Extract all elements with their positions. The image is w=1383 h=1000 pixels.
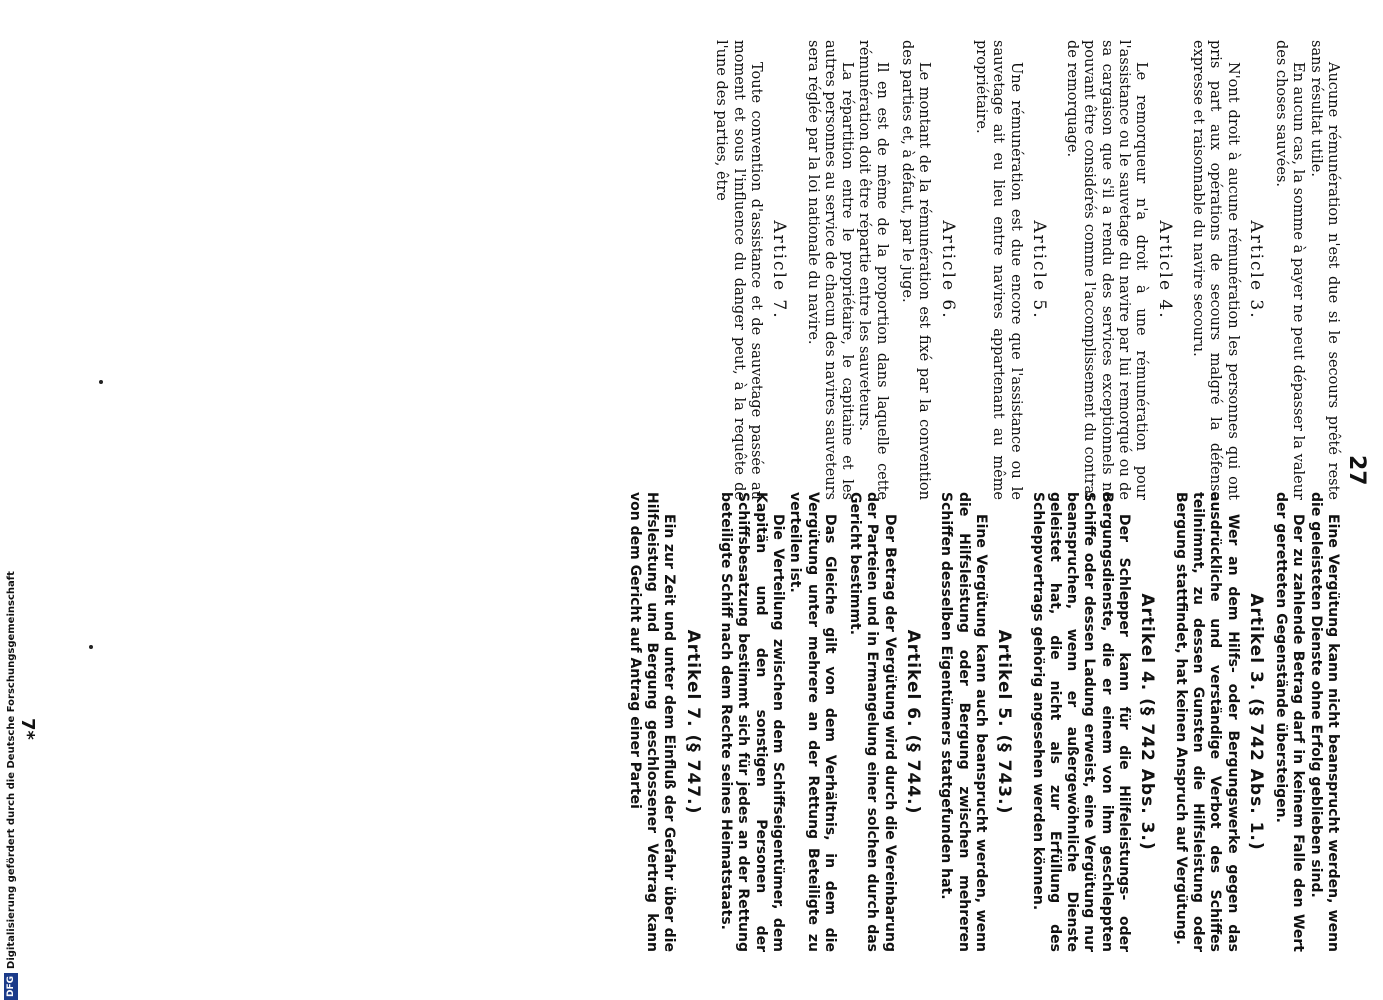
page-number: 27 (1344, 455, 1369, 486)
footer-text: Digitalisierung gefördert durch die Deutsche Forschungsgemeinschaft (5, 571, 17, 969)
paragraph: Wer an dem Hilfs- oder Bergungswerke gegen das ausdrückliche und verständige Verbot des Schiffes teilnimmt, zu dessen Gunsten die Hilfsleistung oder Bergung stattfindet, hat keinen Anspruch auf Vergütung. (1172, 492, 1241, 952)
article-heading: Artikel 5. (§ 743.) (994, 629, 1015, 815)
paragraph: Die Verteilung zwischen dem Schiffseigentümer, dem Kapitän und den sonstigen Personen der Schiffsbesatzung bestimmt sich für jedes an der Rettung beteiligte Schiff nach dem Rechte seines Heimatstaats. (718, 492, 786, 952)
paragraph: Der Schlepper kann für die Hilfeleistungs- oder Bergungsdienste, die er einem von ihm geschleppten Schiffe oder dessen Ladung erweist, eine Vergütung nur beanspruchen, wenn er außergewöhnliche Dienste geleistet hat, die nicht als zur Erfüllung des Schleppvertrags gehörig angesehen werden können. (1029, 492, 1133, 952)
signature-mark: 7* (17, 718, 38, 740)
paragraph: Le remorqueur n'a droit à une rémunération pour l'assistance ou le sauvetage du navire par lui remorqué ou de sa cargaison que s'il a rendu des services exceptionnels ne pouvant être considérés comme l'accomplissement du contrat de remorquage. (1064, 40, 1150, 500)
scan-speck (99, 380, 103, 384)
dfg-logo-icon: DFG (4, 973, 18, 1000)
article-heading: Artikel 4. (§ 742 Abs. 3.) (1137, 593, 1158, 851)
paragraph: En aucun cas, la somme à payer ne peut dépasser la valeur des choses sauvées. (1273, 40, 1307, 500)
article-heading: Article 7. (769, 220, 790, 320)
article-heading: Article 3. (1245, 220, 1266, 320)
paragraph: Der zu zahlende Betrag darf in keinem Falle den Wert der geretteten Gegenstände übersteigen. (1273, 492, 1307, 952)
paragraph: N'ont droit à aucune rémunération les personnes qui ont pris part aux opérations de secours malgré la défense expresse et raisonnable du navire secouru. (1189, 40, 1241, 500)
article-heading: Article 5. (1028, 220, 1049, 320)
paragraph: Das Gleiche gilt von dem Verhältnis, in dem die Vergütung unter mehrere an der Rettung Beteiligte zu verteilen ist. (787, 492, 838, 952)
paragraph: Eine Vergütung kann auch beansprucht werden, wenn die Hilfsleistung oder Bergung zwischen mehreren Schiffen desselben Eigentümers stattgefunden hat. (938, 492, 989, 952)
article-heading: Article 6. (937, 220, 958, 320)
article-heading: Artikel 6. (§ 744.) (903, 629, 924, 815)
article-heading: Article 4. (1154, 220, 1175, 320)
paragraph: Ein zur Zeit und unter dem Einfluß der Gefahr über die Hilfsleistung und Bergung geschlossener Vertrag kann von dem Gericht auf Antrag einer Partei (626, 492, 678, 952)
paragraph: La répartition entre le propriétaire, le capitaine et les autres personnes au service de chacun des navires sauveteurs sera réglée par la loi nationale du navire. (804, 40, 856, 500)
digitization-footer (2, 571, 20, 1000)
paragraph: Il en est de même de la proportion dans laquelle cette rémunération doit être répartie entre les sauveteurs. (856, 40, 890, 500)
paragraph: Une rémunération est due encore que l'assistance ou le sauvetage ait eu lieu entre navires appartenant au même propriétaire. (972, 40, 1024, 500)
german-column (626, 492, 1341, 952)
article-heading: Artikel 3. (§ 742 Abs. 1.) (1245, 593, 1266, 851)
paragraph: Toute convention d'assistance et de sauvetage passée au moment et sous l'influence du danger peut, à la requête de l'une des parties, être (713, 40, 764, 500)
article-heading: Artikel 7. (§ 747.) (682, 629, 703, 815)
scan-speck (89, 645, 93, 649)
paragraph: Le montant de la rémunération est fixé par la convention des parties et, à défaut, par le juge. (899, 40, 933, 500)
paragraph: Der Betrag der Vergütung wird durch die Vereinbarung der Parteien und in Ermangelung einer solchen durch das Gericht bestimmt. (847, 492, 898, 952)
paragraph: Eine Vergütung kann nicht beansprucht werden, wenn die geleisteten Dienste ohne Erfolg geblieben sind. (1307, 492, 1341, 952)
paragraph: Aucune rémunération n'est due si le secours prêté reste sans résultat utile. (1307, 40, 1341, 500)
french-column (712, 40, 1341, 500)
